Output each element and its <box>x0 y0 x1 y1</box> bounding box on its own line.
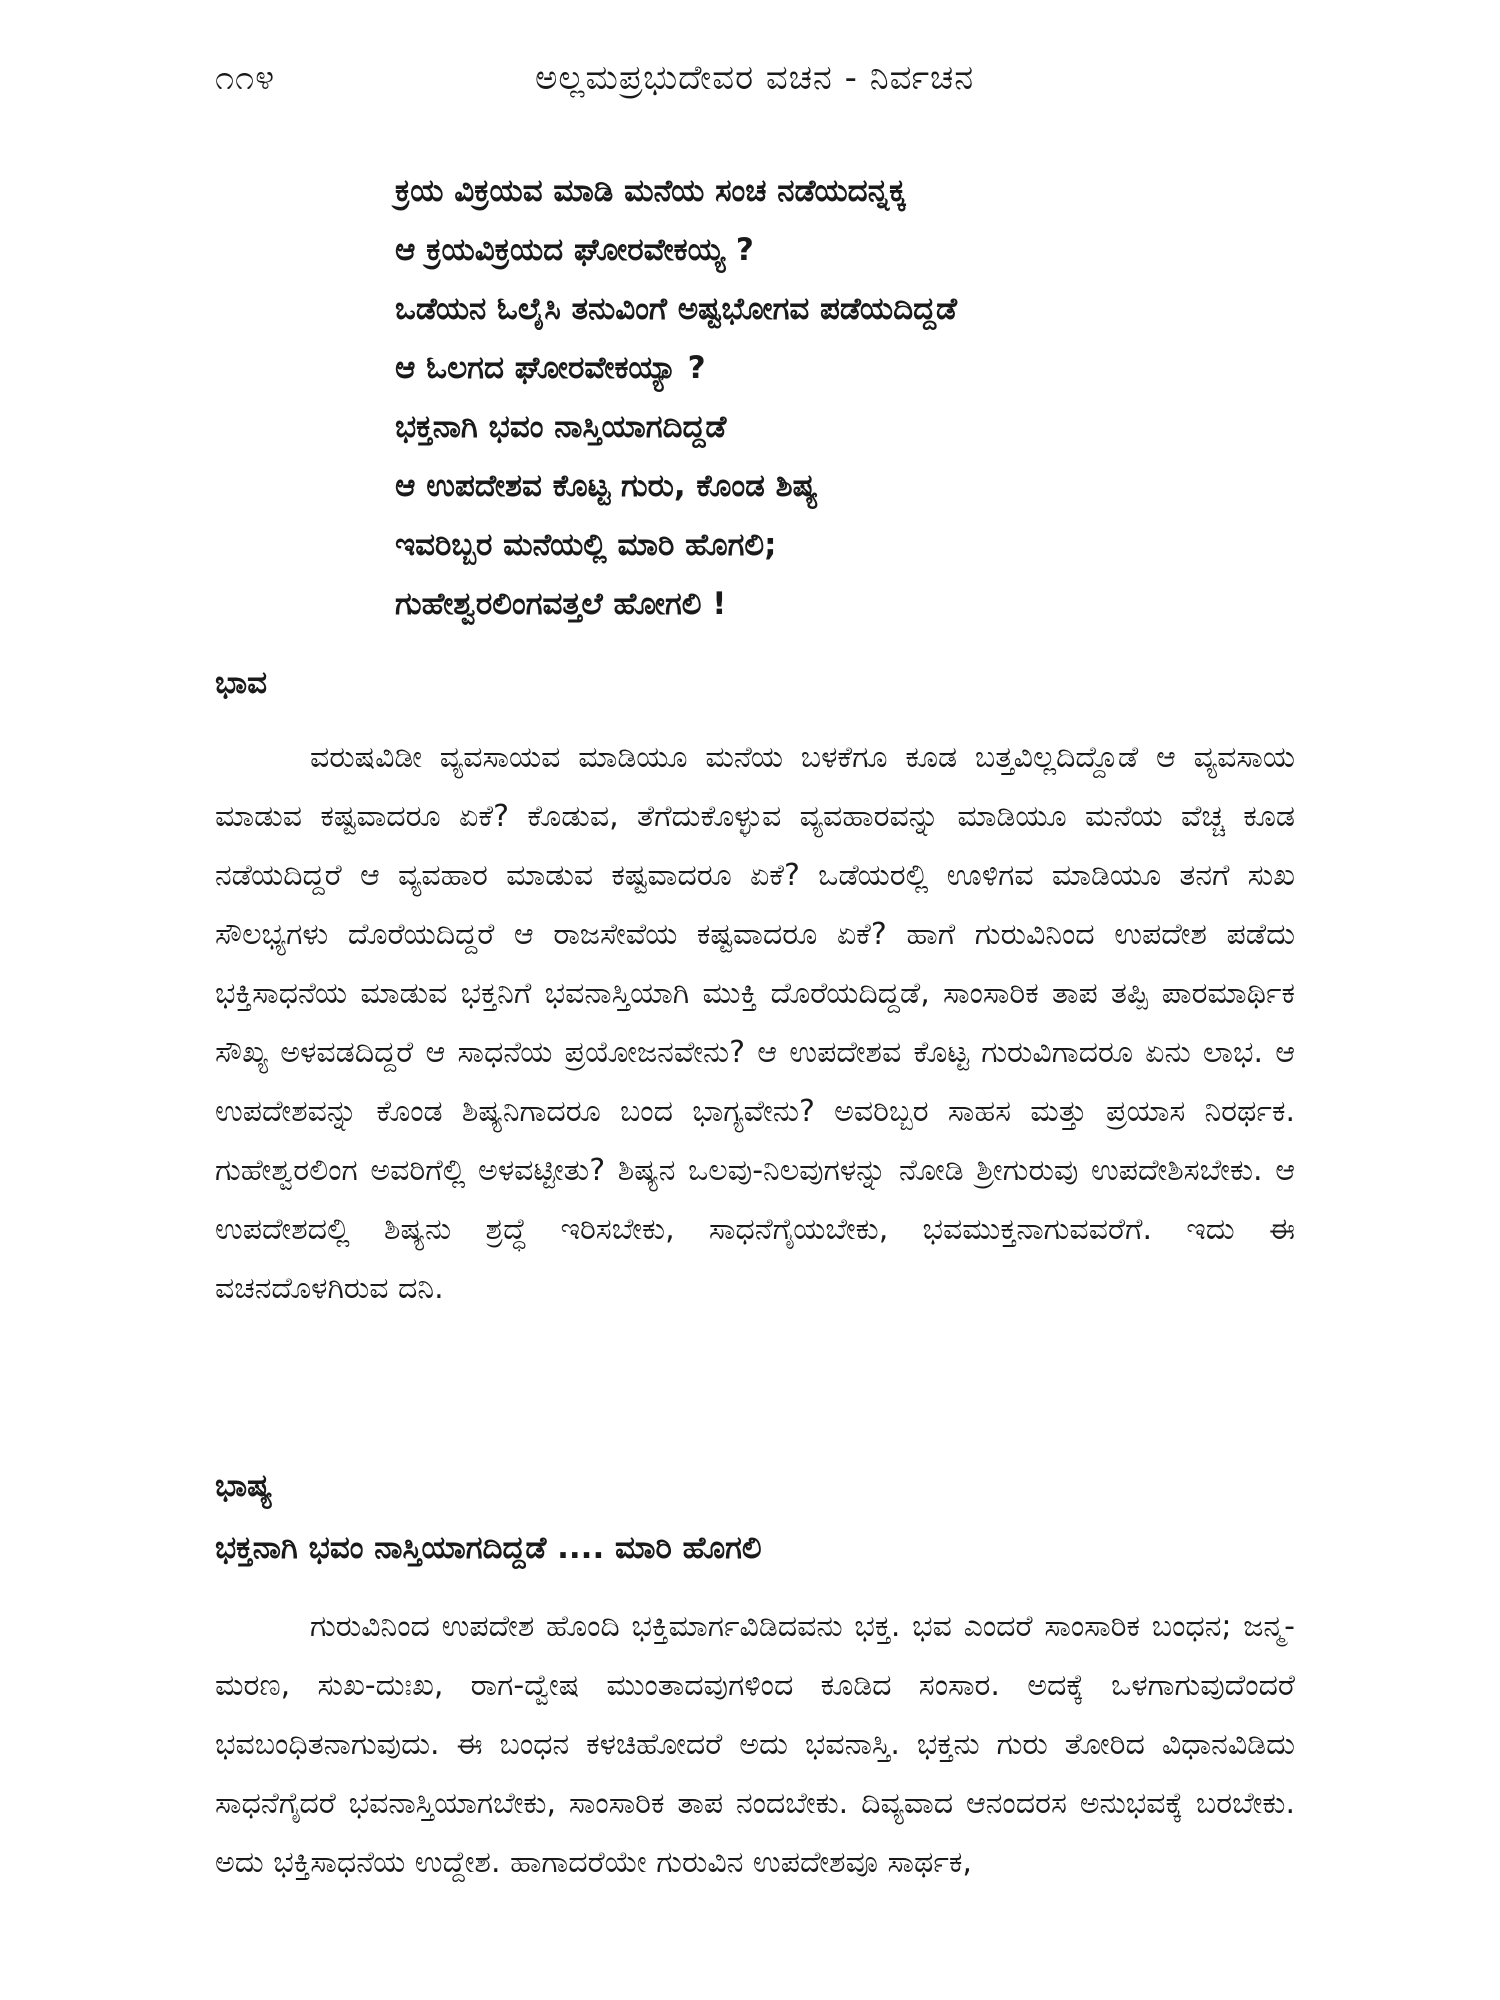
verse-line: ಆ ಕ್ರಯವಿಕ್ರಯದ ಘೋರವೇಕಯ್ಯ ? <box>395 232 754 268</box>
section-heading-bhashya: ಭಾಷ್ಯ <box>215 1468 273 1504</box>
verse-line: ಆ ಉಪದೇಶವ ಕೊಟ್ಟ ಗುರು, ಕೊಂಡ ಶಿಷ್ಯ <box>395 468 818 504</box>
verse-line: ಆ ಓಲಗದ ಘೋರವೇಕಯ್ಯಾ ? <box>395 350 706 386</box>
verse-line: ಒಡೆಯನ ಓಲೈಸಿ ತನುವಿಂಗೆ ಅಷ್ಟಭೋಗವ ಪಡೆಯದಿದ್ದಡೆ <box>395 291 957 327</box>
section-heading-bhava: ಭಾವ <box>215 665 268 701</box>
verse-line: ಇವರಿಬ್ಬರ ಮನೆಯಲ್ಲಿ ಮಾರಿ ಹೊಗಲಿ; <box>395 527 777 563</box>
verse-line: ಗುಹೇಶ್ವರಲಿಂಗವತ್ತಲೆ ಹೋಗಲಿ ! <box>395 586 727 622</box>
bhashya-paragraph: ಗುರುವಿನಿಂದ ಉಪದೇಶ ಹೊಂದಿ ಭಕ್ತಿಮಾರ್ಗವಿಡಿದವನು ಭಕ್ತ. ಭವ ಎಂದರೆ ಸಾಂಸಾರಿಕ ಬಂಧನ; ಜನ್ಮ-ಮರಣ, ಸುಖ-ದುಃಖ, ರಾಗ-ದ್ವೇಷ ಮುಂತಾದವುಗಳಿಂದ ಕೂಡಿದ ಸಂಸಾರ. ಅದಕ್ಕೆ ಒಳಗಾಗುವುದೆಂದರೆ ಭವಬಂಧಿತನಾಗುವುದು. ಈ ಬಂಧನ ಕಳಚಿಹೋದರೆ ಅದು ಭವನಾಸ್ತಿ. ಭಕ್ತನು ಗುರು ತೋರಿದ ವಿಧಾನವಿಡಿದು ಸಾಧನೆಗೈದರೆ ಭವನಾಸ್ತಿಯಾಗಬೇಕು, ಸಾಂಸಾರಿಕ ತಾಪ ನಂದಬೇಕು. ದಿವ್ಯವಾದ ಆನಂದರಸ ಅನುಭವಕ್ಕೆ ಬರಬೇಕು. ಅದು ಭಕ್ತಿಸಾಧನೆಯ ಉದ್ದೇಶ. ಹಾಗಾದರೆಯೇ ಗುರುವಿನ ಉಪದೇಶವೂ ಸಾರ್ಥಕ, <box>215 1609 1295 1880</box>
bhashya-subheading: ಭಕ್ತನಾಗಿ ಭವಂ ನಾಸ್ತಿಯಾಗದಿದ್ದಡೆ .... ಮಾರಿ ಹೊಗಲಿ <box>215 1530 762 1566</box>
running-title: ಅಲ್ಲಮಪ್ರಭುದೇವರ ವಚನ - ನಿರ್ವಚನ <box>535 58 975 98</box>
vachana-verse <box>395 162 1295 634</box>
verse-line: ಕ್ರಯ ವಿಕ್ರಯವ ಮಾಡಿ ಮನೆಯ ಸಂಚ ನಡೆಯದನ್ನಕ್ಕ <box>395 173 907 209</box>
bhava-paragraph: ವರುಷವಿಡೀ ವ್ಯವಸಾಯವ ಮಾಡಿಯೂ ಮನೆಯ ಬಳಕೆಗೂ ಕೂಡ ಬತ್ತವಿಲ್ಲದಿದ್ದೊಡೆ ಆ ವ್ಯವಸಾಯ ಮಾಡುವ ಕಷ್ಟವಾದರೂ ಏಕೆ? ಕೊಡುವ, ತೆಗೆದುಕೊಳ್ಳುವ ವ್ಯವಹಾರವನ್ನು ಮಾಡಿಯೂ ಮನೆಯ ವೆಚ್ಚ ಕೂಡ ನಡೆಯದಿದ್ದರೆ ಆ ವ್ಯವಹಾರ ಮಾಡುವ ಕಷ್ಟವಾದರೂ ಏಕೆ? ಒಡೆಯರಲ್ಲಿ ಊಳಿಗವ ಮಾಡಿಯೂ ತನಗೆ ಸುಖ ಸೌಲಭ್ಯಗಳು ದೊರೆಯದಿದ್ದರೆ ಆ ರಾಜಸೇವೆಯ ಕಷ್ಟವಾದರೂ ಏಕೆ? ಹಾಗೆ ಗುರುವಿನಿಂದ ಉಪದೇಶ ಪಡೆದು ಭಕ್ತಿಸಾಧನೆಯ ಮಾಡುವ ಭಕ್ತನಿಗೆ ಭವನಾಸ್ತಿಯಾಗಿ ಮುಕ್ತಿ ದೊರೆಯದಿದ್ದಡೆ, ಸಾಂಸಾರಿಕ ತಾಪ ತಪ್ಪಿ ಪಾರಮಾರ್ಥಿಕ ಸೌಖ್ಯ ಅಳವಡದಿದ್ದರೆ ಆ ಸಾಧನೆಯ ಪ್ರಯೋಜನವೇನು? ಆ ಉಪದೇಶವ ಕೊಟ್ಟ ಗುರುವಿಗಾದರೂ ಏನು ಲಾಭ. ಆ ಉಪದೇಶವನ್ನು ಕೊಂಡ ಶಿಷ್ಯನಿಗಾದರೂ ಬಂದ ಭಾಗ್ಯವೇನು? ಅವರಿಬ್ಬರ ಸಾಹಸ ಮತ್ತು ಪ್ರಯಾಸ ನಿರರ್ಥಕ. ಗುಹೇಶ್ವರಲಿಂಗ ಅವರಿಗೆಲ್ಲಿ ಅಳವಟ್ಟೀತು? ಶಿಷ್ಯನ ಒಲವು-ನಿಲವುಗಳನ್ನು ನೋಡಿ ಶ್ರೀಗುರುವು ಉಪದೇಶಿಸಬೇಕು. ಆ ಉಪದೇಶದಲ್ಲಿ ಶಿಷ್ಯನು ಶ್ರದ್ಧೆ ಇರಿಸಬೇಕು, ಸಾಧನೆಗೈಯಬೇಕು, ಭವಮುಕ್ತನಾಗುವವರೆಗೆ. ಇದು ಈ ವಚನದೊಳಗಿರುವ ದನಿ. <box>215 740 1295 1306</box>
verse-line: ಭಕ್ತನಾಗಿ ಭವಂ ನಾಸ್ತಿಯಾಗದಿದ್ದಡೆ <box>395 409 727 445</box>
page-number: ೧೧೪ <box>215 58 276 98</box>
page-header <box>215 58 1285 118</box>
